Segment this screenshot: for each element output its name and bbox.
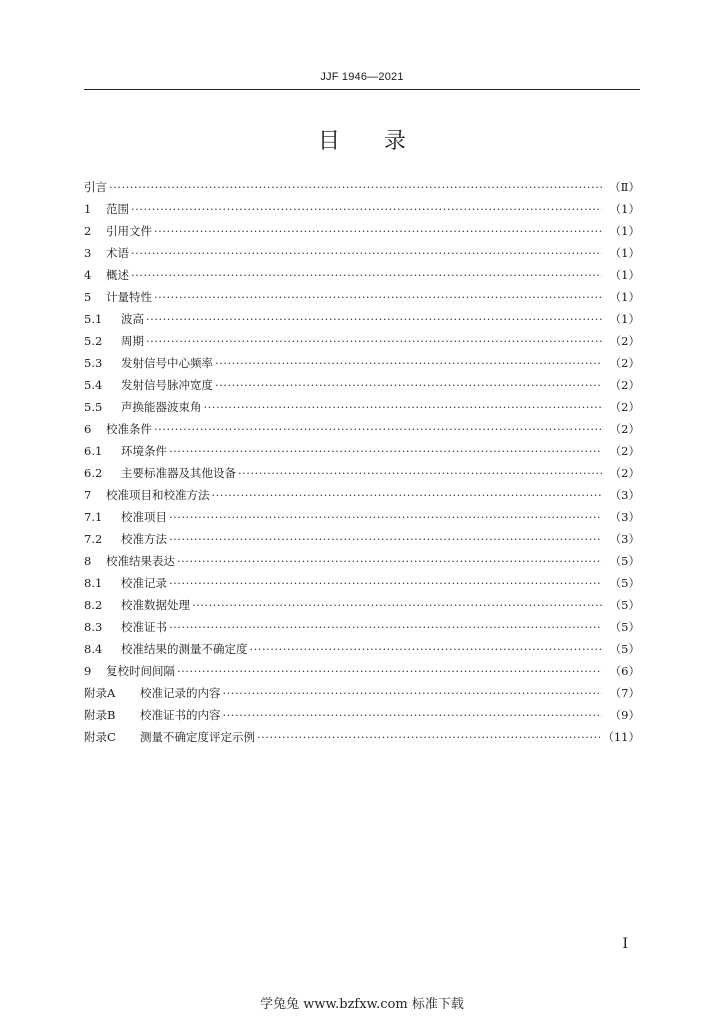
toc-entry-number: 8 (84, 554, 92, 568)
toc-entry-title: 校准数据处理 (121, 598, 190, 612)
toc-entry-number: 5 (84, 290, 92, 304)
toc-entry-number: 5.3 (84, 356, 103, 370)
toc-dot-leader (109, 176, 602, 198)
toc-entry-title: 校准方法 (121, 532, 167, 546)
toc-entry-number: 附录B (84, 708, 116, 722)
toc-entry-page: （1） (609, 202, 640, 216)
toc-entry-page: （3） (609, 532, 640, 546)
toc-entry-page: （2） (609, 356, 640, 370)
toc-dot-leader (177, 660, 602, 682)
toc-entry-title: 校准记录 (121, 576, 167, 590)
toc-entry-page: （7） (609, 686, 640, 700)
toc-entry-number: 5.1 (84, 312, 103, 326)
toc-entry-number: 8.1 (84, 576, 103, 590)
toc-entry[interactable] (84, 242, 640, 264)
toc-entry-title: 校准条件 (106, 422, 152, 436)
toc-entry-page: （2） (609, 334, 640, 348)
toc-entry-page: （2） (609, 400, 640, 414)
toc-entry-title: 环境条件 (121, 444, 167, 458)
toc-entry-title: 校准证书 (121, 620, 167, 634)
toc-dot-leader (177, 550, 602, 572)
toc-dot-leader (154, 418, 602, 440)
toc-entry[interactable] (84, 616, 640, 638)
toc-entry[interactable] (84, 726, 640, 748)
toc-entry-page: （3） (609, 488, 640, 502)
toc-entry-number: 6 (84, 422, 92, 436)
toc-entry[interactable] (84, 660, 640, 682)
toc-dot-leader (169, 616, 602, 638)
toc-dot-leader (131, 264, 602, 286)
toc-dot-leader (169, 528, 602, 550)
toc-dot-leader (192, 594, 602, 616)
toc-entry-number: 9 (84, 664, 92, 678)
watermark-text: 学兔兔 www.bzfxw.com 标准下载 (260, 997, 464, 1012)
toc-entry-title: 引用文件 (106, 224, 152, 238)
toc-dot-leader (169, 506, 602, 528)
title-char-right: 录 (384, 129, 407, 154)
toc-entry-page: （9） (609, 708, 640, 722)
toc-dot-leader (169, 572, 602, 594)
toc-entry-page: （5） (609, 554, 640, 568)
toc-entry-number: 4 (84, 268, 92, 282)
title-char-left: 目 (317, 129, 340, 154)
toc-entry-title: 术语 (106, 246, 129, 260)
toc-entry-number: 7 (84, 488, 92, 502)
toc-entry-page: （1） (609, 246, 640, 260)
toc-entry[interactable] (84, 572, 640, 594)
toc-dot-leader (238, 462, 602, 484)
header-rule (84, 89, 640, 90)
toc-dot-leader (257, 726, 600, 748)
toc-dot-leader (154, 286, 602, 308)
toc-entry-page: （5） (609, 620, 640, 634)
toc-dot-leader (212, 484, 603, 506)
toc-entry[interactable] (84, 220, 640, 242)
toc-entry[interactable] (84, 704, 640, 726)
toc-entry-page: （Ⅱ） (609, 180, 640, 194)
toc-entry-title: 校准结果表达 (106, 554, 175, 568)
toc-dot-leader (154, 220, 602, 242)
toc-entry-page: （2） (609, 466, 640, 480)
toc-entry[interactable] (84, 264, 640, 286)
toc-entry-page: （11） (602, 730, 640, 744)
toc-entry-number: 5.5 (84, 400, 103, 414)
toc-entry-page: （1） (609, 290, 640, 304)
toc-entry[interactable] (84, 176, 640, 198)
toc-entry-page: （5） (609, 576, 640, 590)
toc-entry-number: 附录A (84, 686, 116, 700)
toc-entry-title: 校准项目和校准方法 (106, 488, 210, 502)
toc-dot-leader (146, 308, 602, 330)
toc-entry[interactable] (84, 638, 640, 660)
toc-entry[interactable] (84, 352, 640, 374)
toc-entry[interactable] (84, 550, 640, 572)
toc-entry[interactable] (84, 506, 640, 528)
toc-entry[interactable] (84, 528, 640, 550)
toc-entry-title: 校准项目 (121, 510, 167, 524)
page-number: Ⅰ (622, 936, 628, 952)
toc-dot-leader (131, 242, 602, 264)
toc-entry[interactable] (84, 330, 640, 352)
document-code: JJF 1946—2021 (320, 71, 404, 83)
toc-entry-title: 主要标准器及其他设备 (121, 466, 236, 480)
toc-entry-title: 测量不确定度评定示例 (140, 730, 255, 744)
toc-entry[interactable] (84, 594, 640, 616)
toc-entry-number: 7.1 (84, 510, 103, 524)
toc-dot-leader (223, 704, 603, 726)
toc-entry-title: 校准记录的内容 (140, 686, 221, 700)
toc-dot-leader (131, 198, 602, 220)
toc-entry-title: 周期 (121, 334, 144, 348)
toc-entry-title: 计量特性 (106, 290, 152, 304)
toc-entry[interactable] (84, 198, 640, 220)
toc-entry-number: 5.4 (84, 378, 103, 392)
toc-entry[interactable] (84, 418, 640, 440)
toc-entry-page: （5） (609, 642, 640, 656)
toc-entry-page: （6） (609, 664, 640, 678)
toc-entry[interactable] (84, 440, 640, 462)
toc-dot-leader (146, 330, 602, 352)
toc-entry-title: 发射信号脉冲宽度 (121, 378, 213, 392)
toc-entry-number: 6.1 (84, 444, 103, 458)
toc-entry-title: 校准结果的测量不确定度 (121, 642, 248, 656)
toc-entry-title: 范围 (106, 202, 129, 216)
toc-entry-number: 2 (84, 224, 92, 238)
toc-entry-number: 3 (84, 246, 92, 260)
toc-entry-number: 1 (84, 202, 92, 216)
toc-entry-number: 8.3 (84, 620, 103, 634)
toc-entry-page: （1） (609, 312, 640, 326)
toc-entry-page: （3） (609, 510, 640, 524)
toc-entry-title: 复校时间间隔 (106, 664, 175, 678)
toc-entry-number: 8.4 (84, 642, 103, 656)
toc-dot-leader (215, 352, 602, 374)
toc-dot-leader (250, 638, 603, 660)
toc-dot-leader (204, 396, 603, 418)
toc-entry-page: （2） (609, 444, 640, 458)
toc-entry-page: （2） (609, 378, 640, 392)
toc-entry[interactable] (84, 462, 640, 484)
toc-entry-page: （1） (609, 268, 640, 282)
toc-entry-title: 校准证书的内容 (140, 708, 221, 722)
toc-entry-page: （2） (609, 422, 640, 436)
toc-entry-number: 附录C (84, 730, 116, 744)
toc-entry-title: 声换能器波束角 (121, 400, 202, 414)
toc-entry-number: 8.2 (84, 598, 103, 612)
page-title (0, 124, 724, 155)
toc-entry-title: 概述 (106, 268, 129, 282)
toc-entry-page: （1） (609, 224, 640, 238)
toc-entry[interactable] (84, 484, 640, 506)
toc-entry[interactable] (84, 682, 640, 704)
toc-entry[interactable] (84, 308, 640, 330)
toc-dot-leader (215, 374, 602, 396)
toc-entry-number: 7.2 (84, 532, 103, 546)
toc-entry[interactable] (84, 396, 640, 418)
toc-entry-title: 波高 (121, 312, 144, 326)
toc-entry[interactable] (84, 374, 640, 396)
toc-entry-title: 发射信号中心频率 (121, 356, 213, 370)
toc-dot-leader (223, 682, 603, 704)
table-of-contents (84, 176, 640, 748)
toc-dot-leader (169, 440, 602, 462)
toc-entry[interactable] (84, 286, 640, 308)
toc-entry-title: 引言 (84, 180, 107, 194)
toc-entry-number: 6.2 (84, 466, 103, 480)
toc-entry-page: （5） (609, 598, 640, 612)
toc-entry-number: 5.2 (84, 334, 103, 348)
